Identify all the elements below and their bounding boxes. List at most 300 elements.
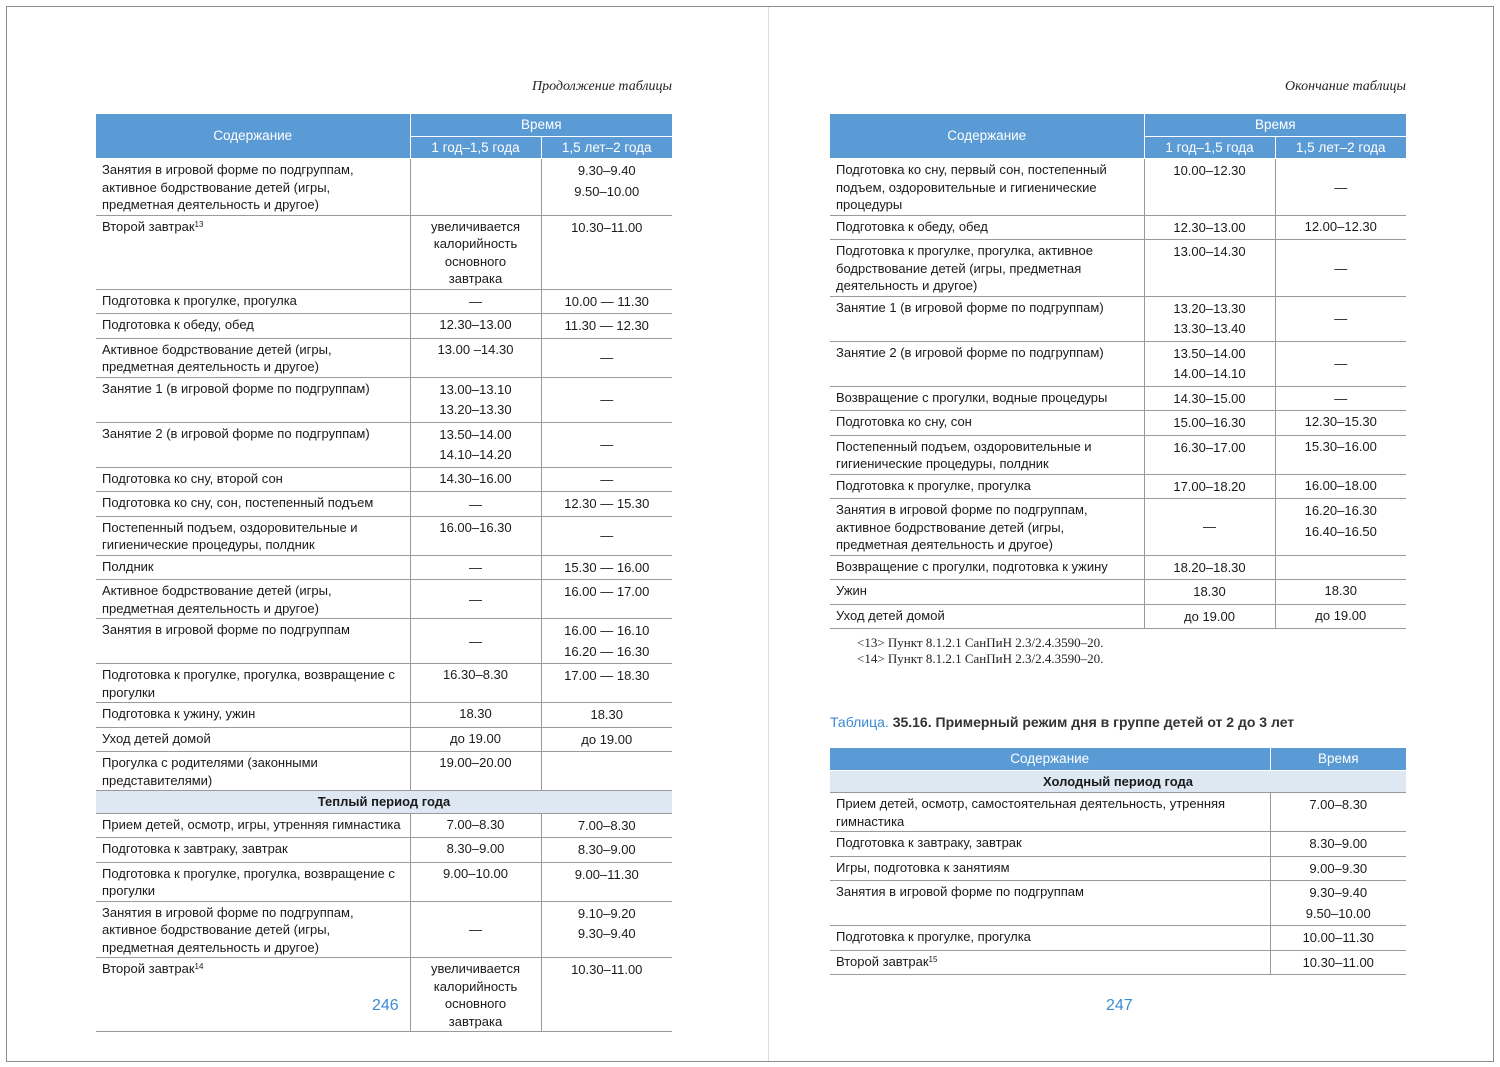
row-label [96, 422, 410, 467]
row-label-text: Подготовка к завтраку, завтрак [102, 841, 288, 856]
time-cell [541, 862, 672, 901]
time-value: 14.00–14.10 [1173, 366, 1246, 381]
table-row [830, 580, 1406, 605]
time-value: 8.30–9.00 [1309, 836, 1368, 851]
time-cell [1275, 499, 1406, 556]
time-cell [1275, 386, 1406, 411]
time-value: 19.00–20.00 [439, 755, 512, 770]
row-label [830, 856, 1270, 881]
time-value: — [469, 922, 482, 937]
time-value: до 19.00 [581, 731, 633, 747]
time-cell [1144, 474, 1275, 499]
time-value: 18.30 [1324, 583, 1358, 598]
row-label-text: Подготовка к прогулке, прогулка [102, 292, 297, 308]
book-spread [6, 6, 1494, 1062]
table-row [96, 752, 672, 791]
row-label-text: Подготовка к обеду, обед [102, 317, 254, 332]
time-value: 17.00–18.20 [1173, 478, 1246, 494]
row-label [830, 499, 1144, 556]
row-label-text: Подготовка ко сну, первый сон, постепенный подъем, оздоровительные и гигиенические процедуры [836, 162, 1107, 212]
row-label [96, 516, 410, 555]
time-cell [410, 159, 541, 216]
time-cell [541, 813, 672, 838]
row-label [830, 881, 1270, 926]
row-label-text: Активное бодрствование детей (игры, предметная деятельность и другое) [102, 341, 332, 374]
row-label [96, 664, 410, 703]
row-label-text: Подготовка ко сну, сон, постепенный подъем [102, 495, 374, 510]
row-label [96, 555, 410, 580]
time-cell [1275, 341, 1406, 386]
table-row [830, 240, 1406, 297]
time-value: — [1334, 260, 1348, 276]
row-label [96, 752, 410, 791]
time-cell [410, 215, 541, 289]
time-value: 13.50–14.00 [1173, 345, 1246, 361]
time-value: 10.00–11.30 [1302, 930, 1374, 945]
time-value: 16.00 — 17.00 [564, 584, 650, 599]
page-number: 246 [372, 997, 399, 1014]
time-value: 16.00–16.30 [439, 519, 512, 535]
time-value: 9.50–10.00 [1305, 905, 1371, 921]
time-value: — [600, 391, 614, 407]
header-col-a: 1 год–1,5 года [1144, 136, 1275, 159]
time-cell [1275, 604, 1406, 629]
section-title: Холодный период года [830, 770, 1406, 793]
row-label [96, 467, 410, 492]
time-value: 8.30–9.00 [446, 841, 505, 856]
time-cell [1275, 435, 1406, 474]
row-label-text: Полдник [102, 558, 154, 574]
time-value: 13.50–14.00 [439, 426, 512, 442]
section-row [830, 770, 1406, 793]
row-label-text: Прием детей, осмотр, самостоятельная деятельность, утренняя гимнастика [836, 796, 1226, 829]
time-cell [1270, 950, 1406, 975]
table-row [830, 435, 1406, 474]
table-row [830, 386, 1406, 411]
table-row [96, 838, 672, 863]
time-value: 16.20 — 16.30 [564, 643, 650, 659]
time-cell [541, 159, 672, 216]
row-label [830, 386, 1144, 411]
table-row [96, 664, 672, 703]
time-value: 14.30–16.00 [439, 470, 512, 486]
time-cell [541, 338, 672, 377]
continuation-label: Продолжение таблицы [531, 79, 672, 94]
time-cell [541, 703, 672, 728]
schedule-table-right [830, 114, 1406, 629]
time-cell [410, 492, 541, 517]
time-value: 9.30–9.40 [1309, 885, 1368, 900]
time-value: 9.30–9.40 [577, 163, 636, 178]
table-row [96, 215, 672, 289]
row-label [96, 314, 410, 339]
row-label-text: Подготовка к прогулке, прогулка [836, 477, 1031, 493]
section-title: Теплый период года [96, 791, 672, 814]
time-value: 13.20–13.30 [439, 402, 512, 417]
time-cell [1144, 604, 1275, 629]
time-cell [1275, 555, 1406, 580]
row-label [830, 926, 1270, 951]
table-row [96, 727, 672, 752]
time-cell [1144, 386, 1275, 411]
time-value: 9.30–9.40 [577, 926, 636, 941]
time-cell [410, 813, 541, 838]
row-label [830, 159, 1144, 216]
row-label [96, 727, 410, 752]
time-cell [1144, 296, 1275, 341]
time-value: 17.00 — 18.30 [564, 668, 650, 683]
table-row [830, 950, 1406, 975]
row-label-text: Постепенный подъем, оздоровительные и гигиенические процедуры, полдник [102, 519, 358, 552]
table-row [96, 958, 672, 1032]
time-value: 7.00–8.30 [446, 816, 505, 832]
time-cell [410, 377, 541, 422]
row-label [830, 474, 1144, 499]
time-cell [1144, 580, 1275, 605]
footnote-14: <14> Пункт 8.1.2.1 СанПиН 2.3/2.4.3590–20. [857, 651, 1104, 666]
row-label-text: Ужин [836, 583, 867, 598]
time-value: 12.30–13.00 [439, 317, 512, 332]
row-label [96, 377, 410, 422]
time-cell [1144, 555, 1275, 580]
time-value: 13.00–13.10 [439, 381, 512, 397]
row-label-text: Прогулка с родителями (законными представителями) [102, 755, 318, 788]
row-label [96, 901, 410, 958]
time-value: 9.00–9.30 [1309, 860, 1368, 876]
time-value: — [1334, 356, 1348, 372]
time-value: 9.50–10.00 [574, 183, 640, 199]
row-label [830, 793, 1270, 832]
time-value: 10.30–11.00 [1302, 954, 1374, 970]
time-cell [410, 862, 541, 901]
time-value: 18.30 [459, 706, 492, 721]
header-content: Содержание [96, 114, 410, 159]
time-cell [1270, 793, 1406, 832]
row-label [96, 813, 410, 838]
time-value: — [1334, 179, 1348, 195]
table-row [830, 793, 1406, 832]
header-time: Время [410, 114, 672, 136]
row-label [830, 411, 1144, 436]
time-value: 9.00–10.00 [442, 865, 509, 881]
time-value: 10.30–11.00 [571, 962, 643, 977]
row-label [830, 435, 1144, 474]
table-row [830, 215, 1406, 240]
table-row [830, 411, 1406, 436]
row-label-text: Подготовка к ужину, ужин [102, 706, 256, 721]
time-cell [541, 289, 672, 314]
row-label [96, 838, 410, 863]
time-value: 15.30–16.00 [1304, 438, 1377, 454]
header-time: Время [1270, 748, 1406, 770]
time-cell [410, 958, 541, 1032]
row-label [830, 341, 1144, 386]
section-row [96, 791, 672, 814]
table-row [96, 159, 672, 216]
row-label-text: Подготовка к прогулке, прогулка, возвращение с прогулки [102, 667, 395, 700]
table-row [96, 492, 672, 517]
time-value: 7.00–8.30 [577, 817, 636, 833]
schedule-table-left [96, 114, 672, 1032]
row-label-text: Занятия в игровой форме по подгруппам, активное бодрствование детей (игры, предметная деятельность и другое) [102, 904, 354, 955]
row-label [96, 619, 410, 664]
row-label-text: Занятия в игровой форме по подгруппам [836, 884, 1084, 899]
schedule-table-2-3 [830, 748, 1406, 975]
row-label-text: Занятие 2 (в игровой форме по подгруппам) [102, 425, 370, 441]
caption-title: 35.16. Примерный режим дня в группе детей от 2 до 3 лет [892, 714, 1295, 730]
time-cell [541, 727, 672, 752]
time-value: увеличивается калорийность основного завтрака [430, 961, 521, 1029]
footnote-ref: 15 [928, 954, 938, 964]
table-row [830, 159, 1406, 216]
table-row [96, 580, 672, 619]
row-label-text: Подготовка к прогулке, прогулка, возвращение с прогулки [102, 865, 395, 898]
table-row [830, 499, 1406, 556]
time-cell [410, 516, 541, 555]
time-cell [1144, 215, 1275, 240]
time-cell [541, 580, 672, 619]
row-label [96, 492, 410, 517]
time-cell [1144, 411, 1275, 436]
time-cell [410, 467, 541, 492]
row-label-text: Занятие 2 (в игровой форме по подгруппам) [836, 344, 1104, 360]
time-cell [541, 377, 672, 422]
time-cell [410, 901, 541, 958]
row-label-text: Прием детей, осмотр, игры, утренняя гимнастика [102, 816, 401, 832]
time-cell [1270, 881, 1406, 926]
table-row [830, 856, 1406, 881]
table-row [830, 926, 1406, 951]
time-cell [541, 555, 672, 580]
row-label-text: Занятие 1 (в игровой форме по подгруппам) [836, 299, 1104, 315]
time-value: 16.40–16.50 [1304, 523, 1377, 539]
table-caption [830, 714, 1294, 730]
time-cell [410, 289, 541, 314]
time-cell [1270, 832, 1406, 857]
table-row [830, 604, 1406, 629]
time-value: 13.20–13.30 [1173, 300, 1246, 316]
time-value: — [1334, 391, 1348, 406]
time-value: 18.30 [590, 707, 624, 722]
row-label [96, 338, 410, 377]
row-label-text: Занятия в игровой форме по подгруппам, активное бодрствование детей (игры, предметная деятельность и другое) [836, 502, 1088, 552]
table-row [96, 338, 672, 377]
time-cell [541, 422, 672, 467]
table-row [96, 467, 672, 492]
time-cell [1275, 296, 1406, 341]
table-row [96, 619, 672, 664]
table-row [830, 555, 1406, 580]
table-row [830, 341, 1406, 386]
row-label [830, 950, 1270, 975]
time-cell [410, 703, 541, 728]
time-cell [410, 838, 541, 863]
table-row [96, 422, 672, 467]
row-label-text: Уход детей домой [836, 607, 945, 623]
table-row [96, 377, 672, 422]
table-row [96, 516, 672, 555]
spine-divider [768, 7, 769, 1061]
row-label-text: Второй завтрак [102, 961, 195, 976]
table-row [96, 703, 672, 728]
row-label [830, 296, 1144, 341]
row-label-text: Подготовка к обеду, обед [836, 218, 988, 234]
time-cell [1270, 926, 1406, 951]
row-label [96, 703, 410, 728]
time-cell [410, 727, 541, 752]
row-label [830, 555, 1144, 580]
row-label-text: Занятие 1 (в игровой форме по подгруппам) [102, 380, 370, 396]
time-value: 15.30 — 16.00 [564, 559, 650, 575]
time-value: 9.10–9.20 [577, 905, 636, 921]
footnote-13: <13> Пункт 8.1.2.1 СанПиН 2.3/2.4.3590–20. [857, 635, 1104, 650]
row-label-text: Подготовка ко сну, сон [836, 414, 972, 429]
time-value: увеличивается калорийность основного завтрака [430, 218, 521, 286]
time-cell [410, 338, 541, 377]
time-value: 10.00 — 11.30 [564, 293, 649, 309]
row-label-text: Второй завтрак [836, 953, 929, 969]
time-cell [410, 752, 541, 791]
time-value: 14.10–14.20 [439, 447, 512, 462]
header-col-b: 1,5 лет–2 года [541, 136, 672, 159]
table-row [830, 296, 1406, 341]
time-cell [1270, 856, 1406, 881]
table-row [96, 862, 672, 901]
row-label [830, 580, 1144, 605]
header-col-a: 1 год–1,5 года [410, 136, 541, 159]
row-label-text: Подготовка к прогулке, прогулка, активное бодрствование детей (игры, предметная деятельность и другое) [836, 243, 1093, 293]
row-label-text: Подготовка ко сну, второй сон [102, 470, 283, 486]
time-cell [541, 215, 672, 289]
time-value: — [600, 471, 614, 487]
header-time: Время [1144, 114, 1406, 136]
time-value: — [469, 591, 482, 607]
time-value: 8.30–9.00 [577, 842, 636, 857]
time-cell [1275, 411, 1406, 436]
footnote-ref: 13 [194, 219, 204, 229]
time-cell [1275, 240, 1406, 297]
time-cell [410, 619, 541, 664]
row-label-text: Игры, подготовка к занятиям [836, 859, 1010, 875]
time-value: 14.30–15.00 [1173, 390, 1246, 406]
time-cell [410, 580, 541, 619]
time-value: 16.20–16.30 [1304, 503, 1377, 518]
time-cell [541, 619, 672, 664]
row-label-text: Подготовка к прогулке, прогулка [836, 929, 1031, 944]
time-value: 13.30–13.40 [1173, 321, 1246, 336]
row-label [96, 215, 410, 289]
time-cell [1275, 474, 1406, 499]
time-value: 12.30–13.00 [1173, 219, 1246, 235]
time-value: — [469, 294, 482, 309]
table-row [96, 813, 672, 838]
page-number: 247 [1106, 997, 1133, 1014]
table-row [830, 474, 1406, 499]
time-value: до 19.00 [450, 730, 501, 746]
table-row [96, 314, 672, 339]
row-label-text: Занятия в игровой форме по подгруппам [102, 622, 350, 637]
row-label [830, 832, 1270, 857]
time-cell [541, 838, 672, 863]
time-value: 16.00 — 16.10 [564, 623, 650, 638]
row-label [96, 958, 410, 1032]
time-cell [410, 555, 541, 580]
footnotes [857, 635, 1103, 667]
row-label-text: Уход детей домой [102, 730, 211, 746]
time-cell [1144, 159, 1275, 216]
time-value: 10.00–12.30 [1173, 163, 1246, 178]
time-cell [410, 422, 541, 467]
time-cell [1275, 580, 1406, 605]
row-label-text: Постепенный подъем, оздоровительные и гигиенические процедуры, полдник [836, 438, 1092, 471]
time-value: 13.00 –14.30 [437, 341, 514, 357]
row-label-text: Подготовка к завтраку, завтрак [836, 835, 1022, 850]
time-value: 11.30 — 12.30 [564, 318, 649, 333]
time-value: 15.00–16.30 [1173, 415, 1246, 430]
row-label-text: Занятия в игровой форме по подгруппам, активное бодрствование детей (игры, предметная деятельность и другое) [102, 162, 354, 212]
row-label-text: Возвращение с прогулки, водные процедуры [836, 389, 1108, 405]
time-cell [410, 664, 541, 703]
time-value: — [469, 633, 482, 649]
time-value: 9.00–11.30 [574, 866, 639, 882]
time-cell [1144, 435, 1275, 474]
time-value: до 19.00 [1184, 608, 1235, 624]
time-value: — [600, 436, 614, 452]
row-label [830, 215, 1144, 240]
row-label [830, 240, 1144, 297]
time-value: — [469, 560, 482, 575]
time-value: — [600, 349, 614, 365]
time-cell [1144, 240, 1275, 297]
footnote-ref: 14 [194, 962, 204, 971]
time-cell [1275, 215, 1406, 240]
time-value: до 19.00 [1315, 607, 1367, 623]
time-value: 18.20–18.30 [1173, 559, 1246, 575]
table-row [96, 555, 672, 580]
time-cell [541, 901, 672, 958]
time-cell [541, 492, 672, 517]
time-value: — [1334, 311, 1348, 327]
caption-label: Таблица. [830, 714, 889, 730]
time-value: — [600, 527, 614, 543]
time-value: 18.30 [1193, 584, 1226, 599]
time-value: 13.00–14.30 [1173, 244, 1246, 259]
time-cell [410, 314, 541, 339]
row-label [96, 862, 410, 901]
time-value: 16.30–17.00 [1173, 439, 1246, 455]
row-label-text: Возвращение с прогулки, подготовка к ужину [836, 558, 1108, 574]
header-content: Содержание [830, 114, 1144, 159]
time-cell [541, 516, 672, 555]
time-cell [541, 752, 672, 791]
time-cell [541, 467, 672, 492]
time-value: 10.30–11.00 [571, 219, 643, 235]
time-value: 12.00–12.30 [1304, 218, 1377, 234]
row-label [96, 159, 410, 216]
row-label [96, 289, 410, 314]
time-value: 12.30 — 15.30 [564, 496, 650, 511]
continuation-label: Окончание таблицы [1285, 79, 1406, 94]
time-cell [541, 314, 672, 339]
time-value: 12.30–15.30 [1304, 414, 1377, 429]
time-value: 16.30–8.30 [442, 667, 509, 682]
table-row [830, 881, 1406, 926]
header-col-b: 1,5 лет–2 года [1275, 136, 1406, 159]
table-row [830, 832, 1406, 857]
row-label [96, 580, 410, 619]
time-value: 7.00–8.30 [1309, 797, 1368, 812]
time-value: — [469, 496, 482, 512]
